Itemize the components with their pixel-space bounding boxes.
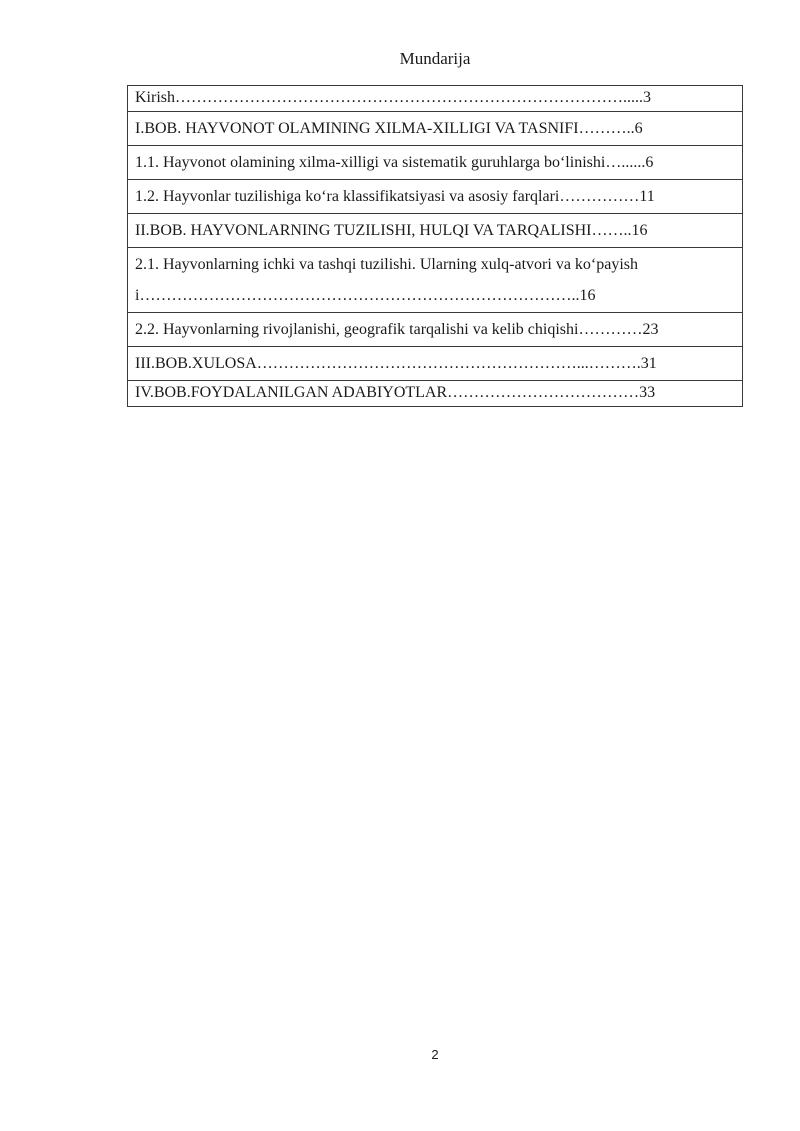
table-of-contents [127, 85, 743, 407]
toc-row-chapter-4 [128, 381, 743, 407]
toc-row-chapter-3 [128, 347, 743, 381]
toc-row-intro [128, 86, 743, 112]
toc-entry-section-2-2[interactable]: 2.2. Hayvonlarning rivojlanishi, geografik tarqalishi va kelib chiqishi…………23 [128, 313, 743, 347]
toc-entry-chapter-1[interactable]: I.BOB. HAYVONOT OLAMINING XILMA-XILLIGI VA TASNIFI………..6 [128, 112, 743, 146]
toc-entry-intro[interactable]: Kirish………………………………………………………………………….....3 [128, 86, 743, 112]
toc-row-section-1-2 [128, 180, 743, 214]
page-number: 2 [431, 1047, 439, 1062]
toc-entry-section-1-2[interactable]: 1.2. Hayvonlar tuzilishiga ko‘ra klassifikatsiyasi va asosiy farqlari……………11 [128, 180, 743, 214]
toc-row-section-2-1 [128, 248, 743, 313]
toc-entry-section-1-1[interactable]: 1.1. Hayvonot olamining xilma-xilligi va sistematik guruhlarga bo‘linishi…......6 [128, 146, 743, 180]
toc-entry-chapter-4[interactable]: IV.BOB.FOYDALANILGAN ADABIYOTLAR………………………………33 [128, 381, 743, 407]
toc-row-section-2-2 [128, 313, 743, 347]
toc-entry-chapter-2[interactable]: II.BOB. HAYVONLARNING TUZILISHI, HULQI VA TARQALISHI……..16 [128, 214, 743, 248]
toc-entry-section-2-1[interactable]: 2.1. Hayvonlarning ichki va tashqi tuzilishi. Ularning xulq-atvori va ko‘payishi………………………………………………………………………..16 [128, 248, 743, 313]
toc-row-chapter-2 [128, 214, 743, 248]
toc-entry-chapter-3[interactable]: III.BOB.XULOSA……………………………………………………...……….31 [128, 347, 743, 381]
toc-row-section-1-1 [128, 146, 743, 180]
page-title: Mundarija [399, 49, 471, 68]
toc-row-chapter-1 [128, 112, 743, 146]
